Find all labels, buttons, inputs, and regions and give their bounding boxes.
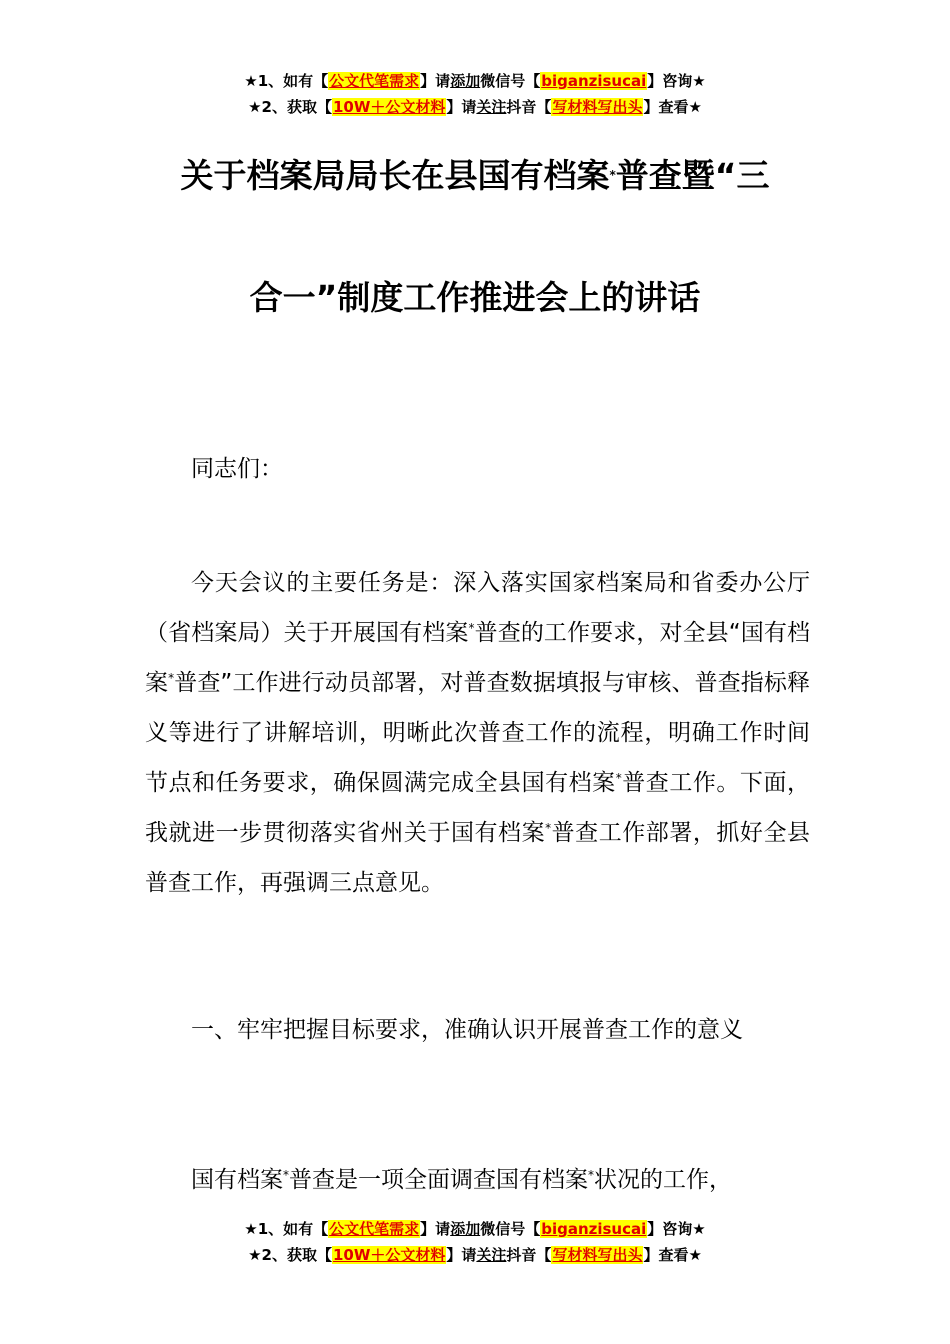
title-line-2: 合一”制度工作推进会上的讲话 <box>249 278 701 317</box>
banner-highlight: 10W＋公文材料 <box>332 98 446 116</box>
banner-highlight: 公文代笔需求 <box>329 1220 420 1238</box>
douyin-name: 写材料写出头 <box>552 1246 643 1264</box>
douyin-name: 写材料写出头 <box>552 98 643 116</box>
greeting: 同志们： <box>191 456 283 482</box>
title-line-1: 关于档案局局长在县国有档案*普查暨“三 <box>180 156 770 195</box>
banner-line-1: ★1、如有【公文代笔需求】请添加微信号【biganzisucai】咨询★ <box>244 1220 706 1238</box>
banner-line-2: ★2、获取【10W＋公文材料】请关注抖音【写材料写出头】查看★ <box>248 98 702 116</box>
banner-line-2: ★2、获取【10W＋公文材料】请关注抖音【写材料写出头】查看★ <box>248 1246 702 1264</box>
bottom-banner <box>0 1216 950 1268</box>
banner-highlight: 公文代笔需求 <box>329 72 420 90</box>
paragraph-2: 国有档案*普查是一项全面调查国有档案*状况的工作， <box>191 1167 732 1193</box>
section-heading-1: 一、牢牢把握目标要求，准确认识开展普查工作的意义 <box>191 1017 743 1043</box>
banner-line-1: ★1、如有【公文代笔需求】请添加微信号【biganzisucai】咨询★ <box>244 72 706 90</box>
top-banner <box>0 68 950 120</box>
paragraph-1: 今天会议的主要任务是：深入落实国家档案局和省委办公厅（省档案局）关于开展国有档案*普查的工作要求，对全县“国有档案*普查”工作进行动员部署，对普查数据填报与审核、普查指标释义等进行了讲解培训，明晰此次普查工作的流程，明确工作时间节点和任务要求，确保圆满完成全县国有档案*普查工作。下面，我就进一步贯彻落实省州关于国有档案*普查工作部署，抓好全县普查工作，再强调三点意见。 <box>145 570 811 896</box>
banner-highlight: 10W＋公文材料 <box>332 1246 446 1264</box>
wechat-id: biganzisucai <box>541 1220 647 1238</box>
wechat-id: biganzisucai <box>541 72 647 90</box>
